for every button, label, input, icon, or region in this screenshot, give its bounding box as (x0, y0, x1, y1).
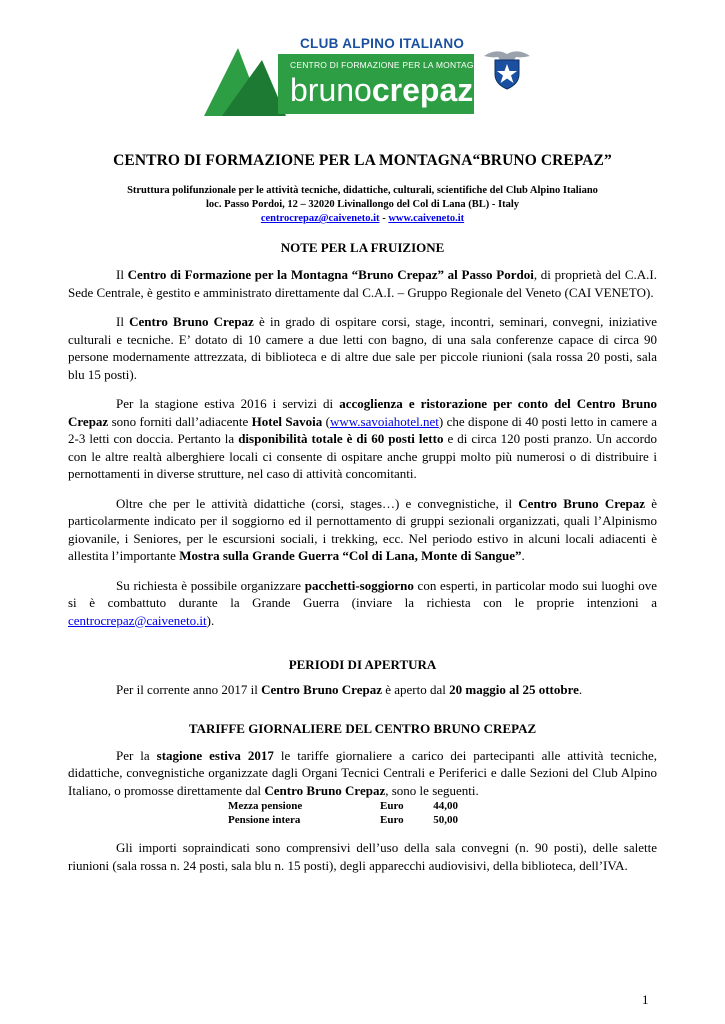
email-request-link[interactable]: centrocrepaz@caiveneto.it (68, 612, 207, 628)
paragraph-rates-included: Gli importi sopraindicati sono comprensivi dell’uso della sala convegni (n. 90 posti), delle salette riunioni (sala rossa n. 24 posti, sala blu n. 15 posti), degli apparecchi audiovisivi, della biblioteca, dell’IVA. (68, 840, 657, 873)
header-info (68, 184, 657, 226)
rate-name: Mezza pensione (228, 800, 303, 812)
logo-wordmark: brunocrepaz (290, 72, 474, 108)
document-title: CENTRO DI FORMAZIONE PER LA MONTAGNA“BRUNO CREPAZ” (113, 152, 612, 169)
paragraph-hospitality: Per la stagione estiva 2016 i servizi di accoglienza e ristorazione per conto del Centro Bruno Crepaz sono forniti dall’adiacente Hotel Savoia (www.savoiahotel.net) che dispone di 40 posti letto in camere a 2-3 letti con doccia. Pertanto la disponibilità totale è di 60 posti letto e di circa 120 posti pranzo. Un accordo con le altre realtà alberghiere locali ci consente di ospitare anche gruppi molto più numerosi o di distribuire i pernottamenti in diverse strutture, nel caso di attività concomitanti. (68, 396, 658, 481)
rate-row (228, 799, 657, 813)
rate-name: Pensione intera (228, 814, 301, 826)
header-line-address: loc. Passo Pordoi, 12 – 32020 Livinallongo del Col di Lana (BL) - Italy (206, 199, 519, 210)
logo-club-name: CLUB ALPINO ITALIANO (300, 36, 465, 51)
rate-currency: Euro (380, 814, 404, 826)
rate-currency: Euro (380, 800, 404, 812)
rate-row (228, 813, 657, 827)
paragraph-opening: Per il corrente anno 2017 il Centro Bruno Crepaz è aperto dal 20 maggio al 25 ottobre. (116, 682, 583, 697)
paragraph-rates-intro: Per la stagione estiva 2017 le tariffe giornaliere a carico dei partecipanti alle attività tecniche, didattiche, convegnistiche organizzate dagli Organi Tecnici Centrali e Periferici e dalle Sezioni del Club Alpino Italiano, o promosse direttamente dal Centro Bruno Crepaz, sono le seguenti. (68, 747, 657, 798)
document-page (68, 30, 657, 874)
page-number: 1 (642, 992, 649, 1007)
section-heading-periodi: PERIODI DI APERTURA (288, 657, 437, 672)
paragraph-capacity: Il Centro Bruno Crepaz è in grado di ospitare corsi, stage, incontri, seminari, convegni, iniziative culturali e tecniche. E’ dotato di 10 camere a due letti con bagno, di una sala conferenze capace di circa 90 persone modernamente attrezzata, di biblioteca e di altre due sale per piccole riunioni (sala rossa 20 posti, sala blu 15 posti). (68, 314, 657, 382)
mountain-shape-dark (222, 60, 286, 116)
paragraph-intro: Il Centro di Formazione per la Montagna “Bruno Crepaz” al Passo Pordoi, di proprietà del C.A.I. Sede Centrale, è gestito e amministrato direttamente dal C.A.I. – Gruppo Regionale del Veneto (CAI VENETO). (68, 267, 657, 300)
rates-table (228, 799, 657, 827)
email-link[interactable]: centrocrepaz@caiveneto.it (260, 213, 380, 224)
rate-amount: 50,00 (433, 814, 458, 826)
hotel-link[interactable]: www.savoiahotel.net (329, 413, 439, 429)
header-line-description: Struttura polifunzionale per le attività tecniche, didattiche, culturali, scientifiche del Club Alpino Italiano (127, 185, 598, 196)
logo-centro-text: CENTRO DI FORMAZIONE PER LA MONTAGNA (290, 60, 486, 70)
header-line-contacts: centrocrepaz@caiveneto.it - www.caiveneto.it (260, 213, 465, 224)
cai-logo (204, 30, 544, 116)
cai-eagle-badge-icon (482, 42, 532, 92)
website-link[interactable]: www.caiveneto.it (388, 213, 465, 224)
rate-amount: 44,00 (433, 800, 458, 812)
paragraph-packages: Su richiesta è possibile organizzare pacchetti-soggiorno con esperti, in particolar modo sui luoghi ove si è combattuto durante la Grande Guerra (inviare la richiesta con le proprie intenzioni a centrocrepaz@caiveneto.it). (68, 577, 657, 628)
paragraph-groups: Oltre che per le attività didattiche (corsi, stages…) e convegnistiche, il Centro Bruno Crepaz è particolarmente indicato per il soggiorno ed il pernottamento di gruppi sezionali organizzati, quali l’Alpinismo giovanile, i Seniores, per le escursioni sociali, i trekking, ecc. Nel periodo estivo in alcuni locali adiacenti è allestita l’importante Mostra sulla Grande Guerra “Col di Lana, Monte di Sangue”. (68, 495, 657, 563)
section-heading-tariffe: TARIFFE GIORNALIERE DEL CENTRO BRUNO CREPAZ (188, 720, 537, 736)
section-heading-note: NOTE PER LA FRUIZIONE (280, 240, 445, 255)
